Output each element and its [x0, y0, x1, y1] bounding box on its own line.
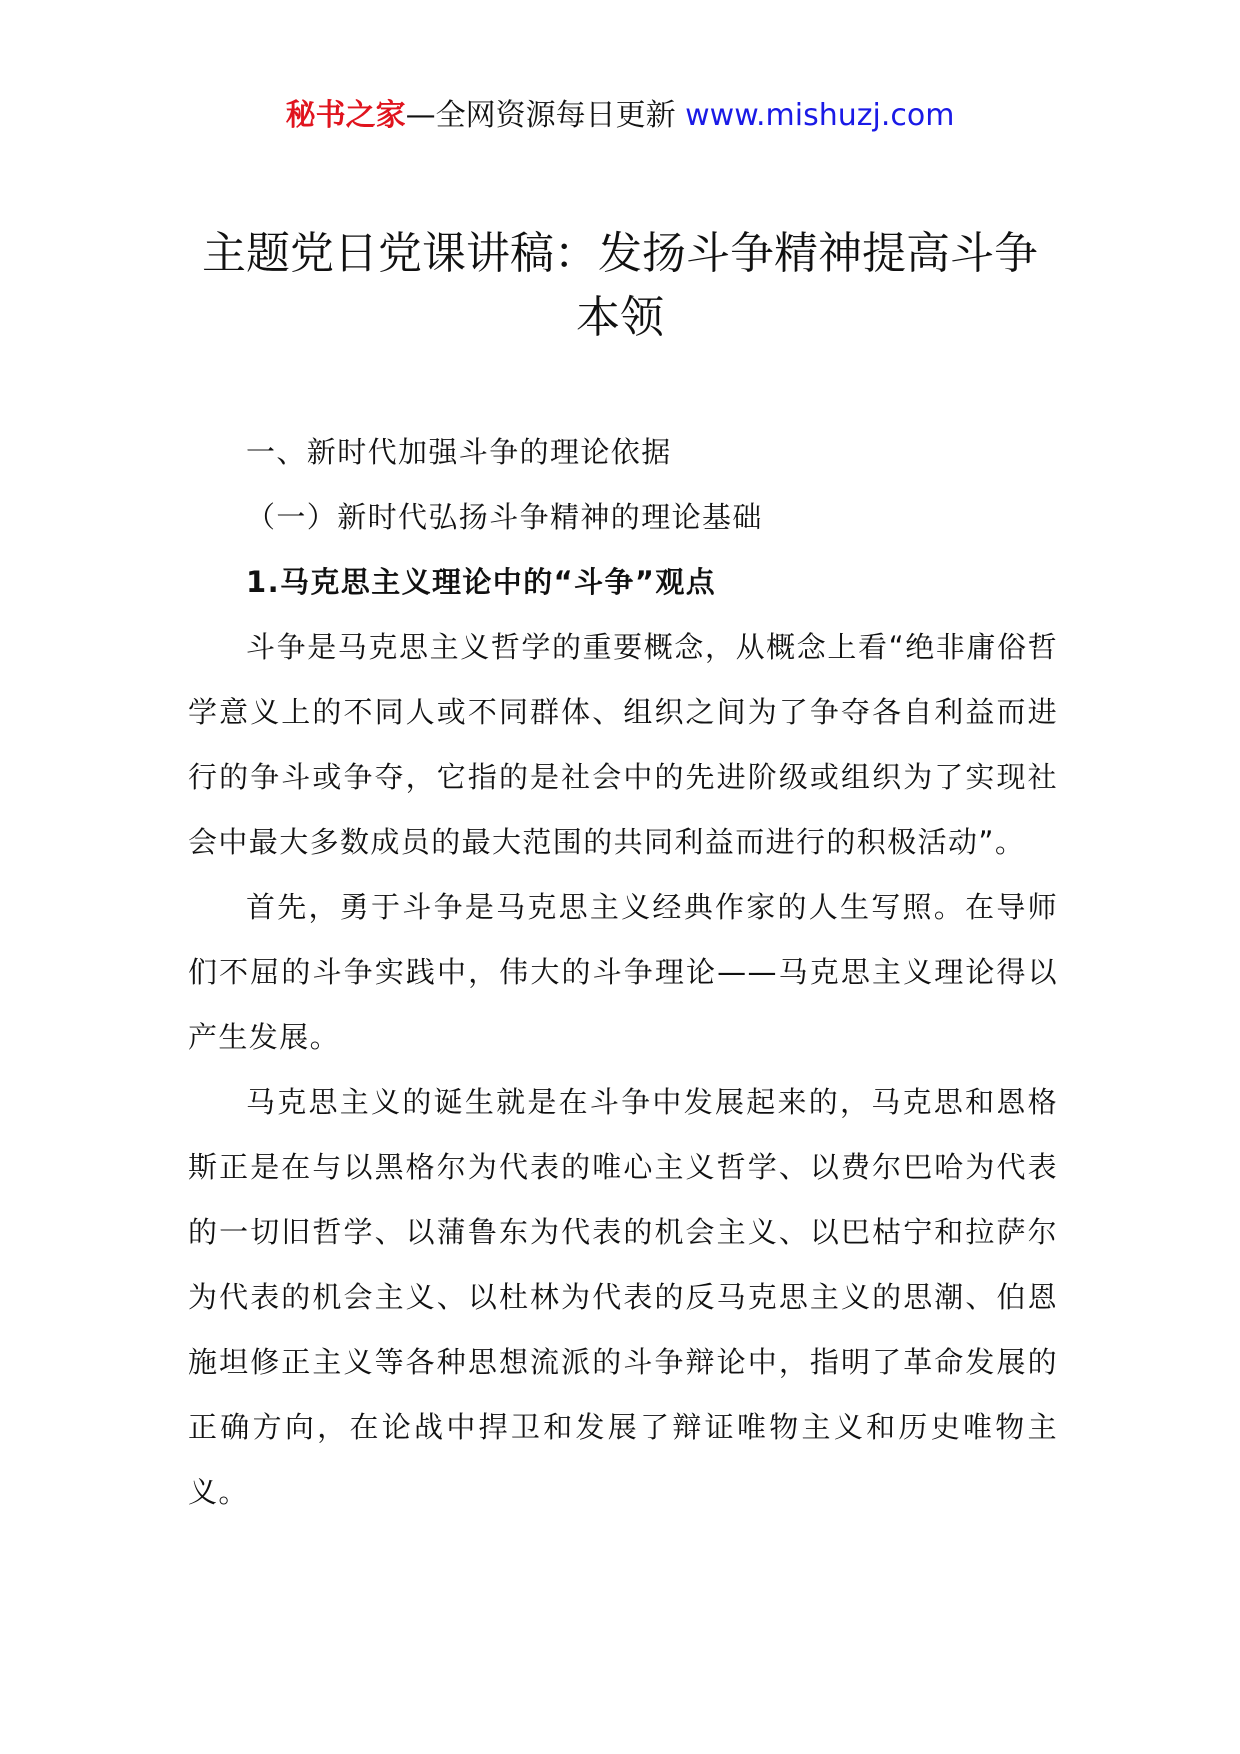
section-heading: 一、新时代加强斗争的理论依据	[246, 435, 672, 469]
header-tagline: —全网资源每日更新	[405, 98, 686, 133]
document-title: 主题党日党课讲稿：发扬斗争精神提高斗争本领	[202, 228, 1038, 343]
brand-name: 秘书之家	[285, 98, 406, 133]
body-paragraph: 斗争是马克思主义哲学的重要概念，从概念上看“绝非庸俗哲学意义上的不同人或不同群体、组织之间为了争夺各自利益而进行的争斗或争夺，它指的是社会中的先进阶级或组织为了实现社会中最大多数成员的最大范围的共同利益而进行的积极活动”。	[188, 630, 1058, 859]
body-paragraph: 马克思主义的诞生就是在斗争中发展起来的，马克思和恩格斯正是在与以黑格尔为代表的唯心主义哲学、以费尔巴哈为代表的一切旧哲学、以蒲鲁东为代表的机会主义、以巴枯宁和拉萨尔为代表的机会主义、以杜林为代表的反马克思主义的思潮、伯恩施坦修正主义等各种思想流派的斗争辩论中，指明了革命发展的正确方向，在论战中捍卫和发展了辩证唯物主义和历史唯物主义。	[188, 1085, 1058, 1509]
site-header	[0, 96, 1240, 136]
body-paragraph: 首先，勇于斗争是马克思主义经典作家的人生写照。在导师们不屈的斗争实践中，伟大的斗争理论——马克思主义理论得以产生发展。	[188, 890, 1058, 1054]
document-body	[188, 420, 1058, 1525]
point-heading: 1.马克思主义理论中的“斗争”观点	[246, 565, 717, 599]
site-url-link[interactable]: www.mishuzj.com	[685, 98, 955, 133]
subsection-heading: （一）新时代弘扬斗争精神的理论基础	[246, 500, 763, 534]
